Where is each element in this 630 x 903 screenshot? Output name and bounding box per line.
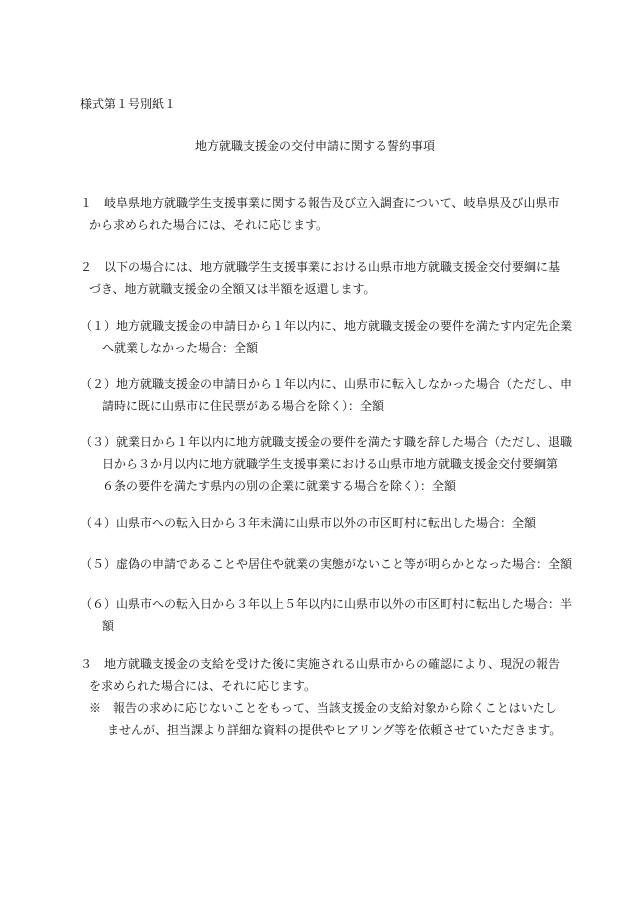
refund-condition-1-line-2: へ就業しなかった場合：全額 [102, 341, 259, 355]
refund-condition-3 [80, 431, 573, 497]
refund-condition-5-line-1: （５）虚偽の申請であることや居住や就業の実態がないこと等が明らかとなった場合：全額 [80, 557, 573, 571]
note-line-1: ※ 報告の求めに応じないことをもって、当該支援金の支給対象から除くことはいたし [89, 701, 557, 715]
refund-condition-4 [80, 512, 558, 534]
refund-condition-4-line-1: （４）山県市への転入日から３年未満に山県市以外の市区町村に転出した場合：全額 [80, 516, 537, 530]
note-block [89, 697, 562, 741]
refund-condition-2 [80, 373, 573, 417]
refund-condition-2-line-2: 請時に既に山県市に住民票がある場合を除く）：全額 [102, 399, 385, 413]
pledge-item-3-line-2: を求められた場合には、それに応じます。 [89, 679, 317, 693]
refund-condition-2-line-1: （２）地方就職支援金の申請日から１年以内に、山県市に転入しなかった場合（ただし、申 [80, 377, 573, 391]
note-line-2: ませんが、担当課より詳細な資料の提供やヒアリング等を依頼させていただきます。 [107, 723, 562, 737]
pledge-item-2-line-1: ２ 以下の場合には、地方就職学生支援事業における山県市地方就職支援金交付要綱に基 [80, 260, 561, 274]
pledge-item-2 [80, 256, 561, 300]
refund-condition-6-line-1: （６）山県市への転入日から３年以上５年以内に山県市以外の市区町村に転出した場合：半 [80, 597, 573, 611]
refund-condition-5 [80, 553, 573, 575]
refund-condition-6 [80, 593, 573, 637]
refund-condition-6-line-2: 額 [102, 619, 115, 633]
refund-condition-1-line-1: （１）地方就職支援金の申請日から１年以内に、地方就職支援金の要件を満たす内定先企業 [80, 319, 573, 333]
form-number-label: 様式第１号別紙１ [80, 97, 177, 111]
pledge-item-2-line-2: づき、地方就職支援金の全額又は半額を返還します。 [89, 282, 376, 296]
refund-condition-3-line-3: ６条の要件を満たす県内の別の企業に就業する場合を除く）：全額 [102, 479, 457, 493]
refund-condition-3-line-2: 日から３か月以内に地方就職学生支援事業における山県市地方就職支援金交付要綱第 [102, 457, 559, 471]
pledge-item-1-line-2: から求められた場合には、それに応じます。 [89, 218, 329, 232]
refund-condition-3-line-1: （３）就業日から１年以内に地方就職支援金の要件を満たす職を辞した場合（ただし、退職 [80, 435, 573, 449]
pledge-item-1-line-1: １ 岐阜県地方就職学生支援事業に関する報告及び立入調査について、岐阜県及び山県市 [80, 196, 560, 210]
document-title: 地方就職支援金の交付申請に関する誓約事項 [194, 139, 435, 153]
pledge-item-3-line-1: ３ 地方就職支援金の支給を受けた後に実施される山県市からの確認により、現況の報告 [80, 657, 561, 671]
pledge-item-3 [80, 653, 561, 697]
pledge-item-1 [80, 192, 558, 236]
refund-condition-1 [80, 315, 573, 359]
